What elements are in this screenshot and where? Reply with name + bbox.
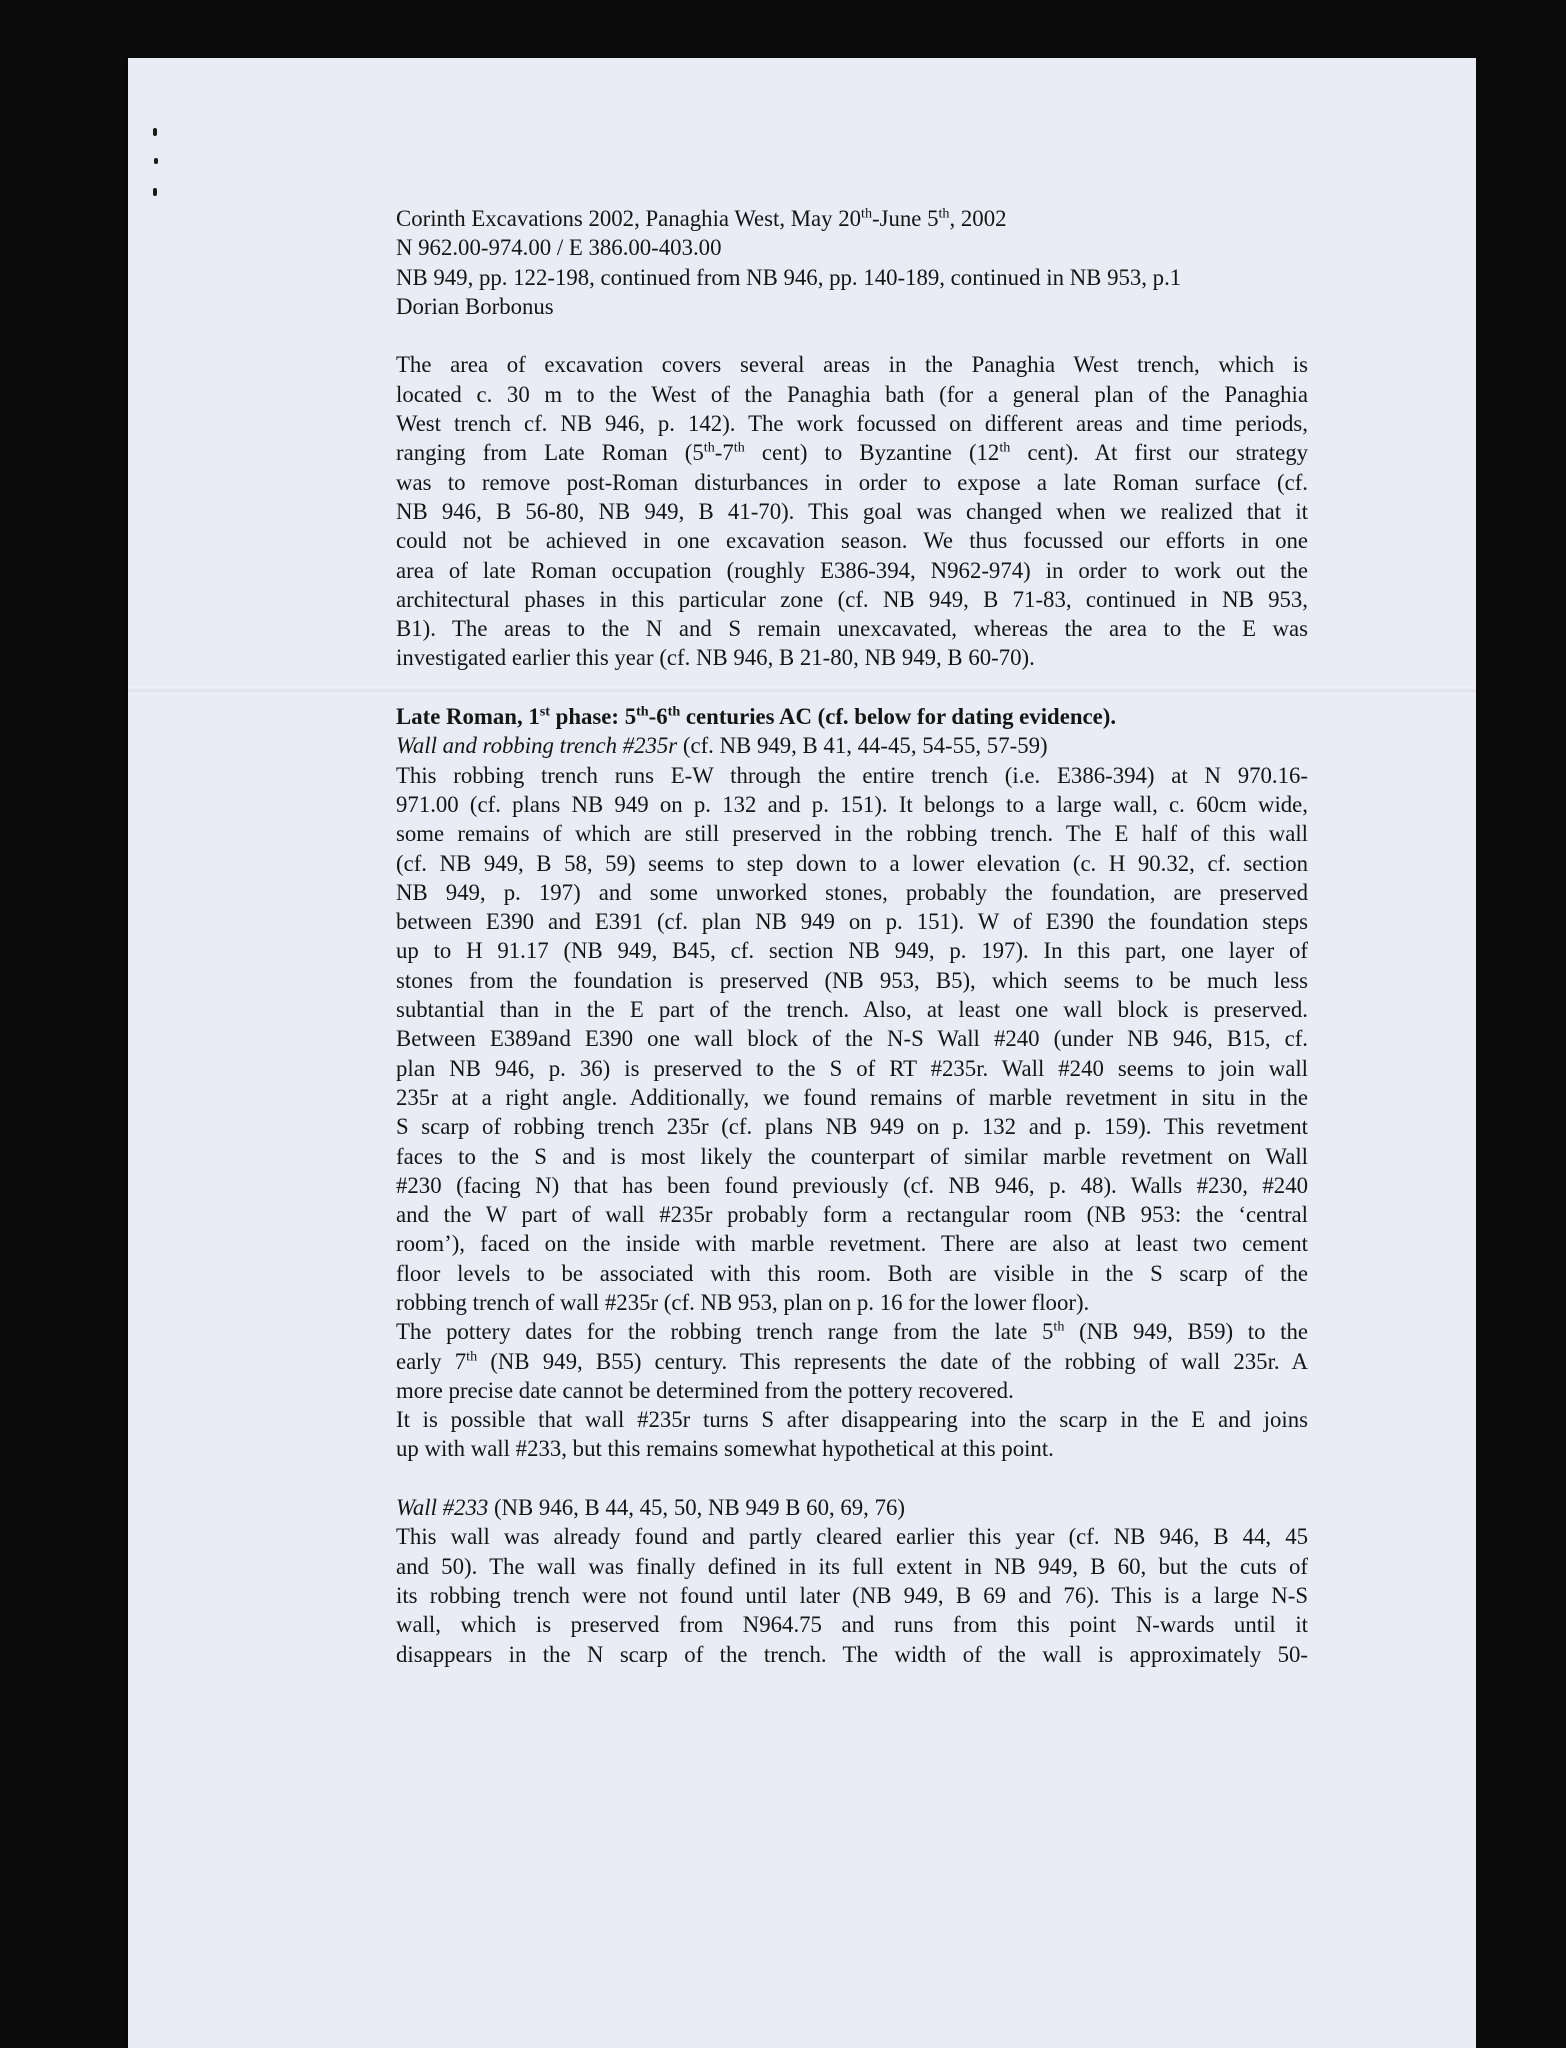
text-line: 971.00 (cf. plans NB 949 on p. 132 and p. 151). It belongs to a large wall, c. 60cm wide, xyxy=(396,791,1308,817)
header-notebook-refs: NB 949, pp. 122-198, continued from NB 946, pp. 140-189, continued in NB 953, p.1 xyxy=(396,264,1182,290)
wall-235r-section xyxy=(396,731,1308,1463)
text-line: NB 946, B 56-80, NB 949, B 41-70). This goal was changed when we realized that it xyxy=(396,498,1308,524)
section-title: Wall #233 (NB 946, B 44, 45, 50, NB 949 B 60, 69, 76) xyxy=(396,1495,905,1521)
text-line: #230 (facing N) that has been found previously (cf. NB 946, p. 48). Walls #230, #240 xyxy=(396,1172,1308,1198)
header-title: Corinth Excavations 2002, Panaghia West, May 20th-June 5th, 2002 xyxy=(396,205,1007,231)
text-line: B1). The areas to the N and S remain unexcavated, whereas the area to the E was xyxy=(396,616,1308,642)
text-line: room’), faced on the inside with marble revetment. There are also at least two cement xyxy=(396,1231,1308,1257)
text-line: early 7th (NB 949, B55) century. This represents the date of the robbing of wall 235r. A xyxy=(396,1347,1308,1374)
text-line: ranging from Late Roman (5th-7th cent) to Byzantine (12th cent). At first our strategy xyxy=(396,439,1308,466)
staple-hole-marks xyxy=(153,128,158,198)
text-line: wall, which is preserved from N964.75 and runs from this point N-wards until it xyxy=(396,1612,1308,1638)
text-line: floor levels to be associated with this room. Both are visible in the S scarp of the xyxy=(396,1260,1308,1286)
text-line: stones from the foundation is preserved (NB 953, B5), which seems to be much less xyxy=(396,967,1308,993)
section-title: Wall and robbing trench #235r (cf. NB 949, B 41, 44-45, 54-55, 57-59) xyxy=(396,733,1048,759)
text-line: and the W part of wall #235r probably form a rectangular room (NB 953: the ‘central xyxy=(396,1202,1308,1228)
header-coordinates: N 962.00-974.00 / E 386.00-403.00 xyxy=(396,235,722,261)
text-line: could not be achieved in one excavation season. We thus focussed our efforts in one xyxy=(396,528,1308,554)
text-line: plan NB 946, p. 36) is preserved to the S of RT #235r. Wall #240 seems to join wall xyxy=(396,1055,1308,1081)
text-line: The area of excavation covers several areas in the Panaghia West trench, which is xyxy=(396,352,1308,378)
text-line: This wall was already found and partly cleared earlier this year (cf. NB 946, B 44, 45 xyxy=(396,1524,1308,1550)
text-line: subtantial than in the E part of the trench. Also, at least one wall block is preserved. xyxy=(396,997,1308,1023)
text-line: This robbing trench runs E-W through the entire trench (i.e. E386-394) at N 970.16- xyxy=(396,762,1308,788)
text-line: its robbing trench were not found until later (NB 949, B 69 and 76). This is a large N-S xyxy=(396,1582,1308,1608)
text-line: located c. 30 m to the West of the Panaghia bath (for a general plan of the Panaghia xyxy=(396,381,1308,407)
text-line: disappears in the N scarp of the trench. The width of the wall is approximately 50- xyxy=(396,1641,1308,1667)
text-line: some remains of which are still preserved in the robbing trench. The E half of this wall xyxy=(396,821,1308,847)
text-line: West trench cf. NB 946, p. 142). The work focussed on different areas and time periods, xyxy=(396,411,1308,437)
text-line: It is possible that wall #235r turns S after disappearing into the scarp in the E and joins xyxy=(396,1407,1308,1433)
text-line: faces to the S and is most likely the counterpart of similar marble revetment on Wall xyxy=(396,1143,1308,1169)
text-line: S scarp of robbing trench 235r (cf. plans NB 949 on p. 132 and p. 159). This revetment xyxy=(396,1114,1308,1140)
text-line: investigated earlier this year (cf. NB 946, B 21-80, NB 949, B 60-70). xyxy=(396,645,1035,671)
text-line: area of late Roman occupation (roughly E386-394, N962-974) in order to work out the xyxy=(396,557,1308,583)
text-line: 235r at a right angle. Additionally, we found remains of marble revetment in situ in the xyxy=(396,1084,1308,1110)
text-line: architectural phases in this particular zone (cf. NB 949, B 71-83, continued in NB 953, xyxy=(396,586,1308,612)
text-line: robbing trench of wall #235r (cf. NB 953, plan on p. 16 for the lower floor). xyxy=(396,1289,1090,1315)
text-line: The pottery dates for the robbing trench range from the late 5th (NB 949, B59) to the xyxy=(396,1318,1309,1345)
text-line: more precise date cannot be determined from the pottery recovered. xyxy=(396,1377,1014,1403)
phase-heading: Late Roman, 1st phase: 5th-6th centuries AC (cf. below for dating evidence). xyxy=(396,703,1117,730)
intro-paragraph xyxy=(396,350,1308,672)
text-line: was to remove post-Roman disturbances in order to expose a late Roman surface (cf. xyxy=(396,469,1308,495)
text-line: (cf. NB 949, B 58, 59) seems to step down to a lower elevation (c. H 90.32, cf. section xyxy=(396,850,1308,876)
text-line: between E390 and E391 (cf. plan NB 949 on p. 151). W of E390 the foundation steps xyxy=(396,909,1308,935)
document-text xyxy=(396,204,1308,1669)
text-line: NB 949, p. 197) and some unworked stones, probably the foundation, are preserved xyxy=(396,879,1308,905)
text-line: up with wall #233, but this remains somewhat hypothetical at this point. xyxy=(396,1436,1054,1462)
header-author: Dorian Borbonus xyxy=(396,293,554,319)
text-line: up to H 91.17 (NB 949, B45, cf. section NB 949, p. 197). In this part, one layer of xyxy=(396,938,1308,964)
text-line: and 50). The wall was finally defined in its full extent in NB 949, B 60, but the cuts of xyxy=(396,1553,1308,1579)
wall-233-section xyxy=(396,1493,1308,1669)
text-line: Between E389and E390 one wall block of the N-S Wall #240 (under NB 946, B15, cf. xyxy=(396,1026,1308,1052)
document-header xyxy=(396,204,1308,321)
